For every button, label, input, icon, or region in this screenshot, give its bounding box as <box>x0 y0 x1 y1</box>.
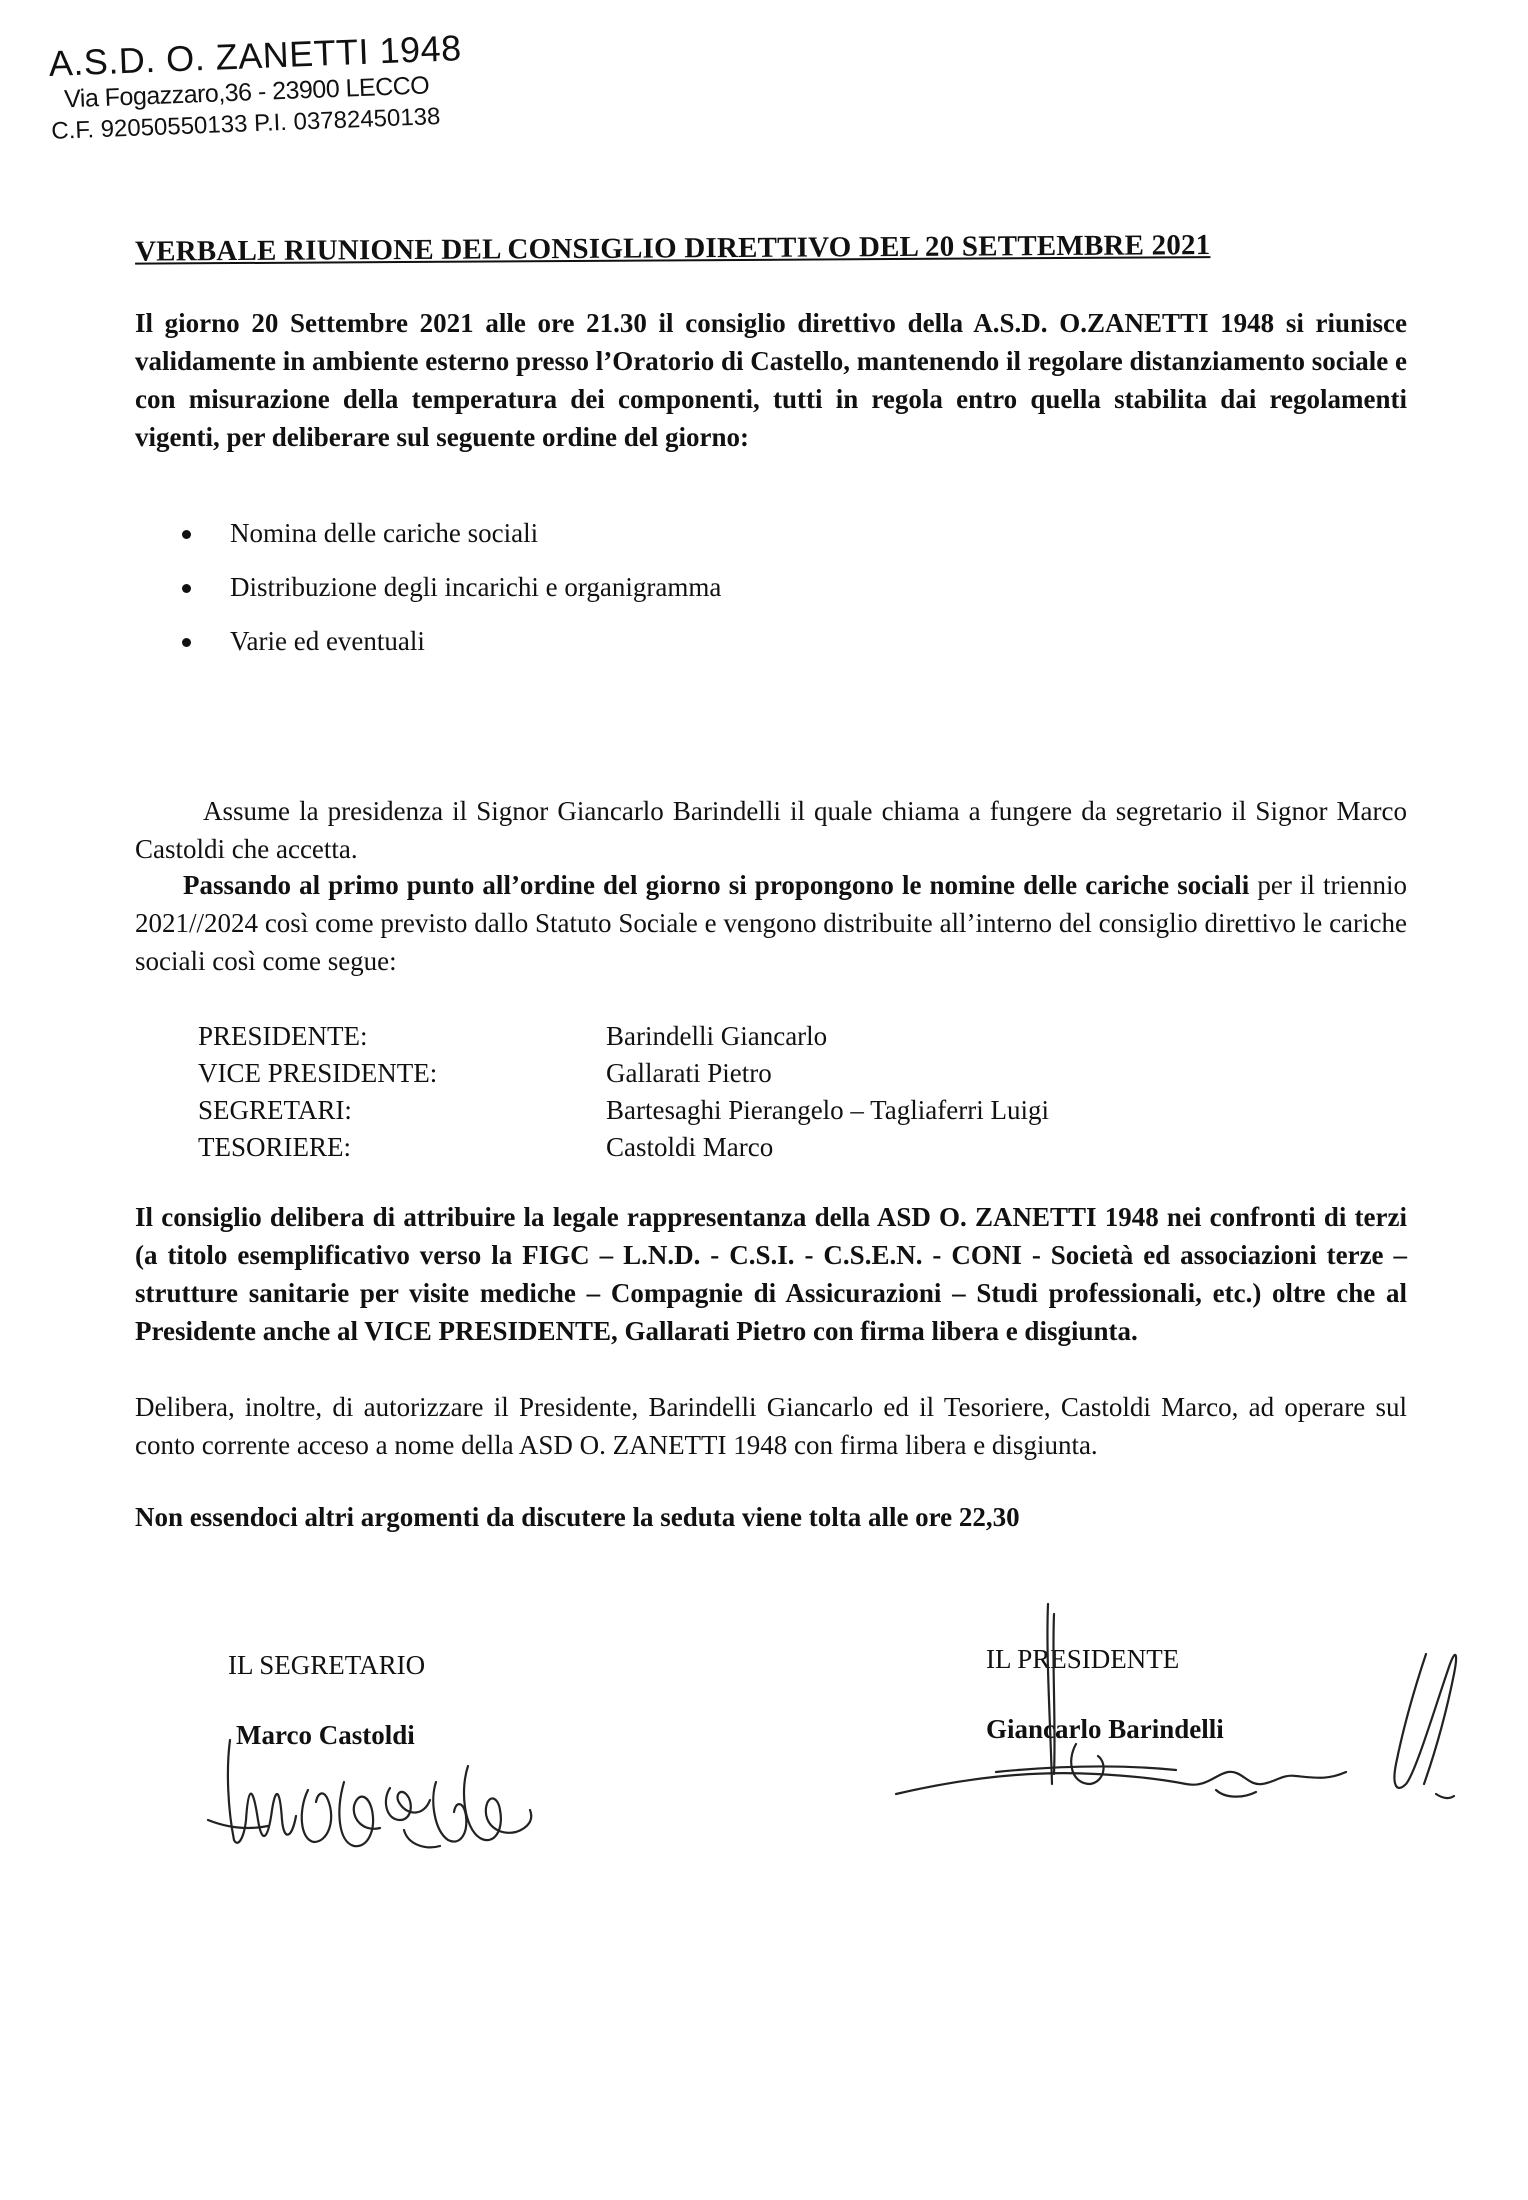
office-role: SEGRETARI: <box>198 1095 352 1125</box>
president-name: Giancarlo Barindelli <box>986 1714 1224 1744</box>
secretary-name: Marco Castoldi <box>236 1720 415 1750</box>
association-fiscal-codes: C.F. 92050550133 P.I. 03782450138 <box>50 103 441 145</box>
office-row <box>198 1055 1049 1092</box>
presidency-paragraph: Assume la presidenza il Signor Giancarlo Barindelli il quale chiama a fungere da segretario il Signor Marco Castoldi che accetta. <box>135 796 1407 864</box>
office-role: TESORIERE: <box>198 1132 351 1162</box>
office-role: VICE PRESIDENTE: <box>198 1058 438 1088</box>
agenda-list <box>178 506 721 668</box>
office-row <box>198 1129 1049 1166</box>
association-name: A.S.D. O. ZANETTI 1948 <box>47 27 463 84</box>
office-holder: Bartesaghi Pierangelo – Tagliaferri Luigi <box>606 1095 1049 1125</box>
office-holder: Castoldi Marco <box>606 1132 774 1162</box>
document-title: VERBALE RIUNIONE DEL CONSIGLIO DIRETTIVO DEL 20 SETTEMBRE 2021 <box>134 229 1211 268</box>
secretary-handwritten-signature <box>168 1670 588 1870</box>
president-title: IL PRESIDENTE <box>986 1644 1180 1674</box>
appointments-paragraph <box>135 866 1407 980</box>
letterhead-stamp <box>48 24 573 184</box>
office-role: PRESIDENTE: <box>198 1021 368 1051</box>
agenda-item: Nomina delle cariche sociali <box>178 506 721 560</box>
appointments-lead: Passando al primo punto all’ordine del giorno si propongono le nomine delle cariche sociali <box>183 870 1250 900</box>
office-holder: Barindelli Giancarlo <box>606 1021 828 1051</box>
representation-paragraph: Il consiglio delibera di attribuire la legale rappresentanza della ASD O. ZANETTI 1948 nei confronti di terzi (a titolo esemplificativo verso la FIGC – L.N.D. - C.S.I. - C.S.E.N. - CONI - Società ed associazioni terze – strutture sanitarie per visite mediche – Compagnie di Assicurazioni – Studi professionali, etc.) oltre che al Presidente anche al VICE PRESIDENTE, Gallarati Pietro con firma libera e disgiunta. <box>135 1202 1407 1346</box>
offices-list <box>198 1018 1049 1166</box>
agenda-item: Varie ed eventuali <box>178 614 721 668</box>
office-holder: Gallarati Pietro <box>606 1058 772 1088</box>
association-address: Via Fogazzaro,36 - 23900 LECCO <box>63 71 430 114</box>
agenda-item: Distribuzione degli incarichi e organigramma <box>178 560 721 614</box>
secretary-signature-block <box>228 1650 648 1950</box>
office-row <box>198 1018 1049 1055</box>
closing-paragraph: Non essendoci altri argomenti da discutere la seduta viene tolta alle ore 22,30 <box>135 1502 1020 1532</box>
office-row <box>198 1092 1049 1129</box>
appointments-rest: per il triennio 2021//2024 così come previsto dallo Statuto Sociale e vengono distribuite all’interno del consiglio direttivo le cariche sociali così come segue: <box>135 870 1407 976</box>
president-signature-block <box>986 1644 1506 1944</box>
president-handwritten-signature <box>876 1594 1506 1844</box>
intro-paragraph: Il giorno 20 Settembre 2021 alle ore 21.30 il consiglio direttivo della A.S.D. O.ZANETTI 1948 si riunisce validamente in ambiente esterno presso l’Oratorio di Castello, mantenendo il regolare distanziamento sociale e con misurazione della temperatura dei componenti, tutti in regola entro quella stabilita dai regolamenti vigenti, per deliberare sul seguente ordine del giorno: <box>135 308 1407 452</box>
bank-authorization-paragraph: Delibera, inoltre, di autorizzare il Presidente, Barindelli Giancarlo ed il Tesoriere, Castoldi Marco, ad operare sul conto corrente acceso a nome della ASD O. ZANETTI 1948 con firma libera e disgiunta. <box>135 1392 1407 1460</box>
secretary-title: IL SEGRETARIO <box>228 1650 426 1680</box>
